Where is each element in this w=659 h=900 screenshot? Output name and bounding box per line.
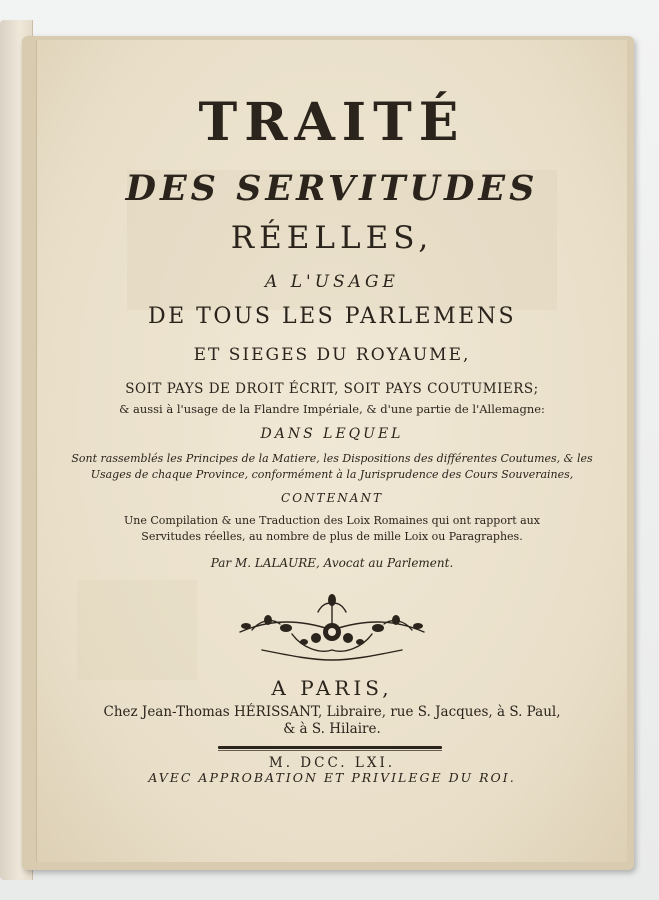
subtitle-line: SOIT PAYS DE DROIT ÉCRIT, SOIT PAYS COUTUMIERS;	[125, 381, 539, 397]
description-line: Sont rassemblés les Principes de la Matiere, les Dispositions des différentes Coutumes, & les	[71, 452, 593, 465]
floral-ornament-icon	[232, 590, 432, 664]
title-page	[36, 40, 627, 862]
section-heading: CONTENANT	[281, 491, 383, 505]
description-line: Usages de chaque Province, conformément à la Jurisprudence des Cours Souveraines,	[90, 468, 574, 481]
main-title: TRAITÉ	[198, 92, 466, 153]
imprint-privilege: AVEC APPROBATION ET PRIVILEGE DU ROI.	[148, 770, 516, 785]
subtitle-line: A L'USAGE	[265, 272, 399, 292]
section-heading: DANS LEQUEL	[260, 426, 404, 442]
imprint-publisher: Chez Jean-Thomas HÉRISSANT, Libraire, rue S. Jacques, à S. Paul,	[103, 704, 561, 720]
subtitle-line: ET SIEGES DU ROYAUME,	[193, 345, 471, 365]
imprint-year: M. DCC. LXI.	[268, 755, 396, 771]
double-rule	[218, 746, 442, 749]
imprint-address: & à S. Hilaire.	[283, 721, 381, 737]
title-line-3: RÉELLES,	[230, 220, 434, 256]
description-line: Servitudes réelles, au nombre de plus de mille Loix ou Paragraphes.	[141, 530, 523, 543]
subtitle-line: DE TOUS LES PARLEMENS	[147, 304, 517, 329]
imprint-city: A PARIS,	[271, 676, 393, 700]
author-line: Par M. LALAURE, Avocat au Parlement.	[210, 556, 454, 570]
subtitle-line: & aussi à l'usage de la Flandre Impériale, & d'une partie de l'Allemagne:	[119, 402, 545, 416]
title-line-2: DES SERVITUDES	[125, 168, 539, 209]
description-line: Une Compilation & une Traduction des Loix Romaines qui ont rapport aux	[124, 514, 540, 527]
show-through-mark	[77, 580, 197, 680]
double-rule	[218, 750, 442, 751]
